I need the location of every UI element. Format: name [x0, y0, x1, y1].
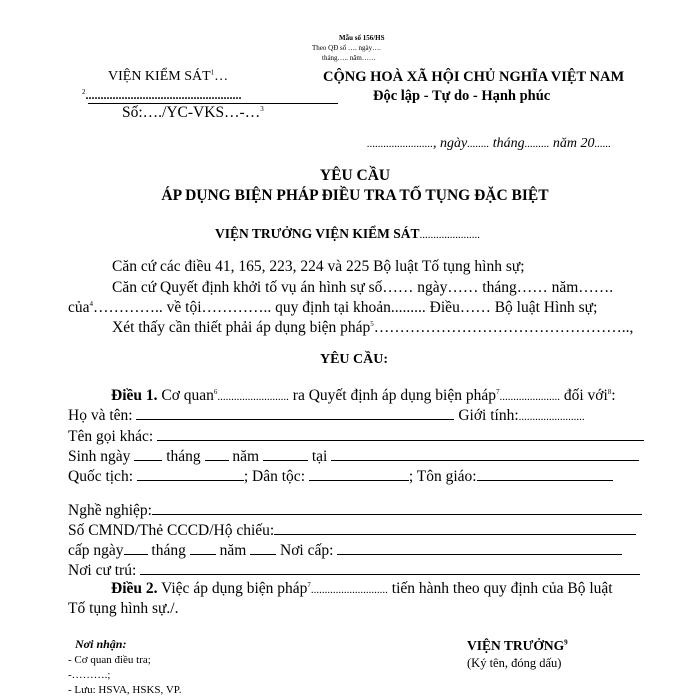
- article-2-label: Điều 2.: [111, 580, 158, 597]
- article-1: [111, 387, 616, 405]
- footnote-4: 4: [89, 299, 94, 308]
- basis-line-4-a: Xét thấy cần thiết phải áp dụng biện pháp: [112, 319, 371, 336]
- issuer-line: [215, 226, 480, 242]
- issue-month-blank[interactable]: [190, 542, 216, 555]
- name-blank[interactable]: [136, 407, 454, 420]
- issue-date-label: cấp ngày: [68, 542, 124, 559]
- footnote-1: 1: [210, 68, 215, 77]
- birth-year-label: năm: [232, 448, 260, 465]
- signature-note: (Ký tên, đóng dấu): [467, 656, 562, 670]
- article-2-text-b: tiến hành theo quy định của Bộ luật: [391, 580, 613, 597]
- footnote-2: 2: [82, 88, 86, 96]
- article-1-text-b: ra Quyết định áp dụng biện pháp: [292, 387, 496, 404]
- gender-dots[interactable]: ........................: [518, 411, 585, 423]
- issue-month-label: tháng: [151, 542, 186, 559]
- religion-blank[interactable]: [477, 468, 613, 481]
- article-1-dots-a: ..........................: [217, 391, 289, 403]
- nation-motto: Độc lập - Tự do - Hạnh phúc: [373, 88, 551, 104]
- date-dots-year: ......: [594, 138, 611, 150]
- gender-label: Giới tính:: [458, 407, 519, 424]
- footnote-3: 3: [260, 104, 264, 113]
- name-field[interactable]: [68, 407, 585, 425]
- date-thang: tháng: [492, 136, 525, 151]
- date-line: [367, 136, 611, 152]
- birth-month-label: tháng: [166, 448, 201, 465]
- nationality-label: Quốc tịch:: [68, 468, 133, 485]
- issuer-text: VIỆN TRƯỞNG VIỆN KIỂM SÁT: [215, 226, 420, 241]
- article-2-line-2: Tố tụng hình sự./.: [68, 600, 179, 617]
- date-ngay: , ngày: [433, 136, 468, 151]
- article-2: [111, 580, 613, 598]
- issuer-dots: ......................: [419, 229, 481, 241]
- issue-day-blank[interactable]: [124, 542, 148, 555]
- residence-blank[interactable]: [140, 562, 640, 575]
- footnote-6: 6: [213, 387, 218, 396]
- article-1-text-c: đối với: [563, 387, 608, 404]
- article-2-dots: ............................: [310, 584, 388, 596]
- signature-title-text: VIỆN TRƯỞNG: [467, 638, 565, 653]
- article-2-text-a: Việc áp dụng biện pháp: [161, 580, 308, 597]
- id-blank[interactable]: [274, 522, 636, 535]
- agency-tail: …: [214, 69, 229, 84]
- doc-title: YÊU CẦU: [319, 167, 391, 184]
- recipient-item: -……….;: [68, 669, 111, 681]
- sub-agency-line: [82, 88, 242, 103]
- birth-month-blank[interactable]: [205, 448, 229, 461]
- basis-line-3-a: của: [68, 299, 90, 316]
- job-label: Nghề nghiệp:: [68, 502, 152, 519]
- recipient-item: - Lưu: HSVA, HSKS, VP.: [68, 684, 182, 696]
- basis-line-3: [68, 299, 597, 317]
- agency-name: [108, 69, 228, 85]
- article-1-text-a: Cơ quan: [161, 387, 214, 404]
- document-number-text: Số:…./YC-VKS…-…: [122, 104, 261, 121]
- footnote-9: 9: [564, 638, 568, 647]
- issue-year-blank[interactable]: [250, 542, 276, 555]
- other-name-label: Tên gọi khác:: [68, 428, 154, 445]
- sub-agency-dots: ....................................................: [85, 88, 242, 102]
- date-dots-place: ........................: [367, 138, 433, 150]
- date-nam: năm 20: [552, 136, 595, 151]
- residence-field[interactable]: [68, 562, 640, 580]
- issue-place-label: Nơi cấp:: [280, 542, 334, 559]
- birth-label: Sinh ngày: [68, 448, 131, 465]
- form-number: Mẫu số 156/HS: [339, 34, 385, 42]
- name-label: Họ và tên:: [68, 407, 133, 424]
- birth-day-blank[interactable]: [134, 448, 162, 461]
- job-field[interactable]: [68, 502, 642, 520]
- nationality-field[interactable]: [68, 468, 613, 486]
- article-1-label: Điều 1.: [111, 387, 158, 404]
- footnote-7b: 7: [307, 580, 311, 589]
- document-number: [122, 104, 264, 122]
- footnote-5: 5: [370, 319, 374, 328]
- residence-label: Nơi cư trú:: [68, 562, 137, 579]
- birth-field[interactable]: [68, 448, 639, 466]
- issue-place-blank[interactable]: [337, 542, 622, 555]
- doc-subtitle: ÁP DỤNG BIỆN PHÁP ĐIỀU TRA TỐ TỤNG ĐẶC BIỆT: [161, 187, 549, 204]
- article-1-dots-b: ......................: [499, 391, 560, 403]
- date-dots-month: .........: [524, 138, 550, 150]
- ethnic-label: ; Dân tộc:: [243, 468, 305, 485]
- form-decision-ref: Theo QĐ số …. ngày….: [312, 44, 381, 52]
- article-1-text-d: :: [611, 387, 616, 404]
- agency-label: VIỆN KIỂM SÁT: [108, 69, 211, 84]
- nation-title: CỘNG HOÀ XÃ HỘI CHỦ NGHĨA VIỆT NAM: [323, 69, 625, 85]
- id-field[interactable]: [68, 522, 636, 540]
- issue-year-label: năm: [219, 542, 247, 559]
- basis-line-2: Căn cứ Quyết định khởi tố vụ án hình sự số…… ngày…… tháng…… năm…….: [112, 279, 614, 296]
- basis-line-1: Căn cứ các điều 41, 165, 223, 224 và 225 Bộ luật Tố tụng hình sự;: [112, 258, 525, 275]
- ethnic-blank[interactable]: [309, 468, 409, 481]
- job-blank[interactable]: [152, 502, 642, 515]
- basis-line-4-b: …………………………………………..,: [373, 319, 634, 336]
- basis-line-4: [112, 319, 633, 337]
- other-name-field[interactable]: [68, 428, 644, 446]
- birth-place-blank[interactable]: [331, 448, 639, 461]
- date-dots-day: ........: [467, 138, 490, 150]
- issue-field[interactable]: [68, 542, 622, 560]
- id-label: Số CMND/Thẻ CCCD/Hộ chiếu:: [68, 522, 275, 539]
- recipients-title: Nơi nhận:: [75, 637, 127, 651]
- footnote-7: 7: [495, 387, 500, 396]
- recipient-item: - Cơ quan điều tra;: [68, 654, 151, 666]
- religion-label: ; Tôn giáo:: [408, 468, 477, 485]
- signature-title: [467, 638, 568, 654]
- birth-place-label: tại: [311, 448, 328, 465]
- section-title: YÊU CẦU:: [319, 352, 389, 367]
- basis-line-3-b: ………….. về tội………….. quy định tại khoản......... Điều…… Bộ luật Hình sự;: [93, 299, 598, 316]
- form-decision-date: tháng….. năm……: [322, 54, 376, 62]
- nationality-blank[interactable]: [137, 468, 244, 481]
- birth-year-blank[interactable]: [263, 448, 308, 461]
- other-name-blank[interactable]: [157, 428, 644, 441]
- footnote-8: 8: [607, 387, 612, 396]
